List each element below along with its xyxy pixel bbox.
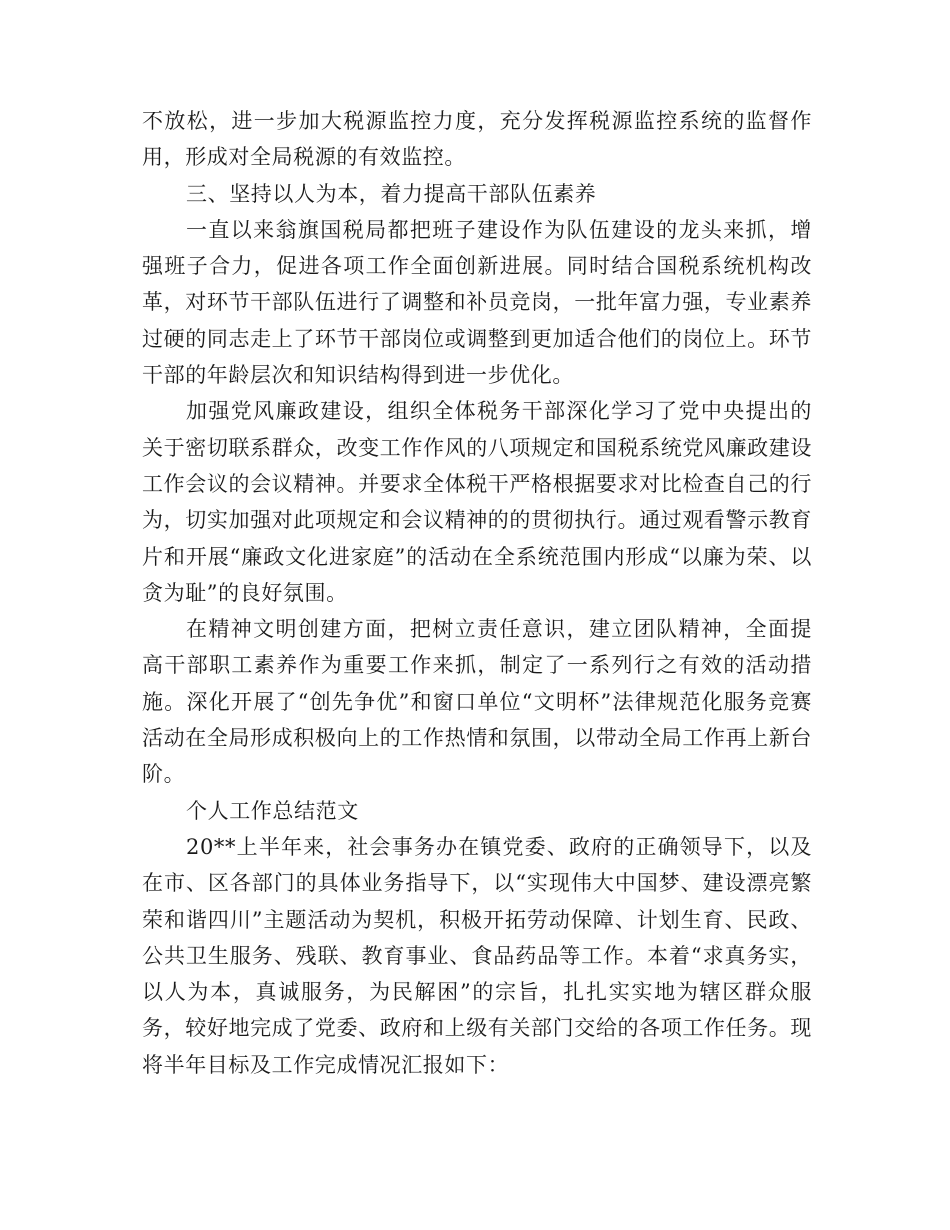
section-heading-3: 三、坚持以人为本，着力提高干部队伍素养 bbox=[186, 181, 597, 206]
paragraph-half-year: 20**上半年来，社会事务办在镇党委、政府的正确领导下，以及在市、区各部门的具体业务指导下，以“实现伟大中国梦、建设漂亮繁荣和谐四川”主题活动为契机，积极开拓劳动保障、计划生育、民政、公共卫生服务、残联、教育事业、食品药品等工作。本着“求真务实，以人为本，真诚服务，为民解困”的宗旨，扎扎实实地为辖区群众服务，较好地完成了党委、政府和上级有关部门交给的各项工作任务。现将半年目标及工作完成情况汇报如下： bbox=[142, 834, 812, 1077]
paragraph-integrity: 加强党风廉政建设，组织全体税务干部深化学习了党中央提出的关于密切联系群众，改变工作作风的八项规定和国税系统党风廉政建设工作会议的会议精神。并要求全体税干严格根据要求对比检查自己的行为，切实加强对此项规定和会议精神的的贯彻执行。通过观看警示教育片和开展“廉政文化进家庭”的活动在全系统范围内形成“以廉为荣、以贪为耻”的良好氛围。 bbox=[142, 399, 812, 605]
paragraph-team-building: 一直以来翁旗国税局都把班子建设作为队伍建设的龙头来抓，增强班子合力，促进各项工作全面创新进展。同时结合国税系统机构改革，对环节干部队伍进行了调整和补员竞岗，一批年富力强，专业素养过硬的同志走上了环节干部岗位或调整到更加适合他们的岗位上。环节干部的年龄层次和知识结构得到进一步优化。 bbox=[142, 217, 812, 388]
paragraph-civilization: 在精神文明创建方面，把树立责任意识，建立团队精神，全面提高干部职工素养作为重要工作来抓，制定了一系列行之有效的活动措施。深化开展了“创先争优”和窗口单位“文明杯”法律规范化服务竞赛活动在全局形成积极向上的工作热情和氛围，以带动全局工作再上新台阶。 bbox=[142, 617, 812, 787]
paragraph-continuation: 不放松，进一步加大税源监控力度，充分发挥税源监控系统的监督作用，形成对全局税源的有效监控。 bbox=[142, 109, 812, 170]
document-page bbox=[142, 103, 812, 1083]
section-heading-summary: 个人工作总结范文 bbox=[186, 798, 359, 823]
